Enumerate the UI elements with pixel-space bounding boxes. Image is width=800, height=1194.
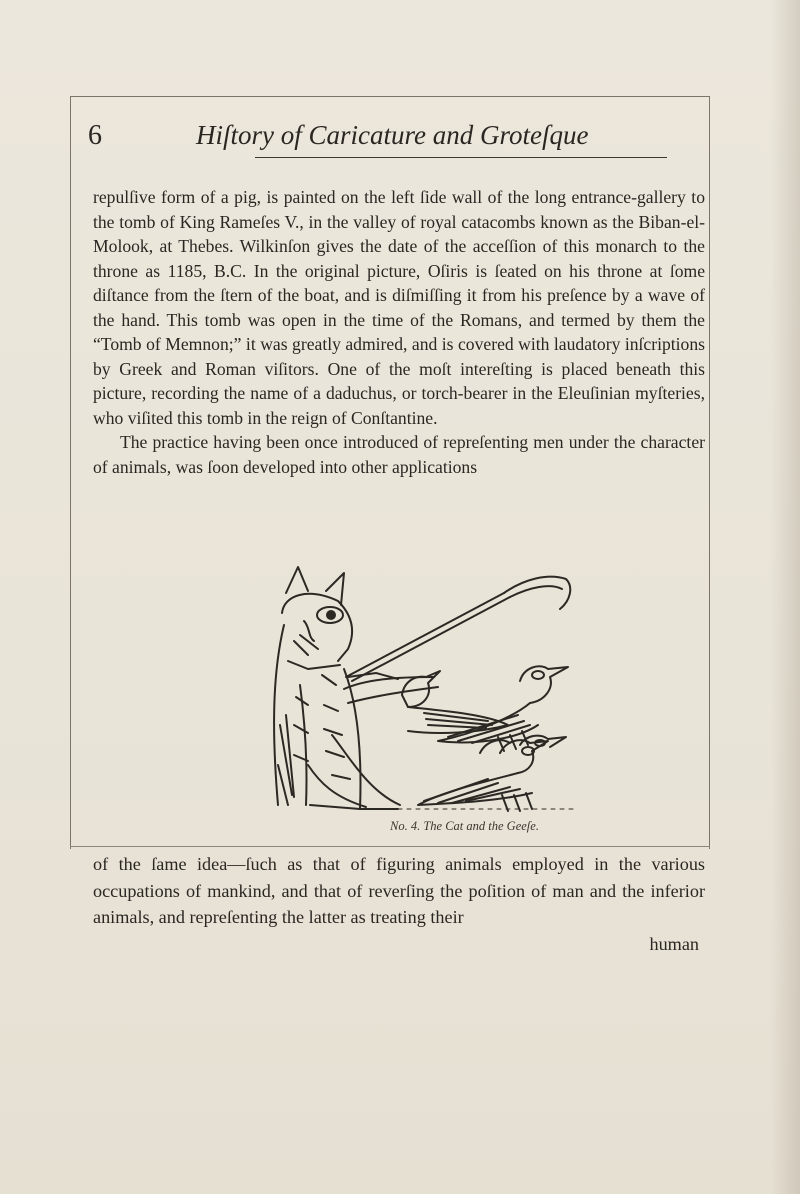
paragraph-3: of the ſame idea—ſuch as that of figuring animals employed in the various occupations of mankind, and that of reverſing the poſition of man and the inferior animals, and repreſenting the latter as treating their — [93, 854, 705, 927]
catchword: human — [649, 933, 699, 954]
cat-and-geese-engraving — [248, 565, 583, 820]
page-frame-bottom — [70, 846, 710, 850]
text-block-lower — [93, 851, 705, 957]
figure-title: The Cat and the Geeſe. — [423, 819, 539, 833]
paragraph-1: repulſive form of a pig, is painted on the left ſide wall of the long entrance-gallery to the tomb of King Rameſes V., in the valley of royal catacombs known as the Biban-el-Molook, at Thebes. Wilkinſon gives the date of the acceſſion of this monarch to the throne as 1185, B.C. In the original picture, Oſiris is ſeated on his throne at ſome diſtance from the ſtern of the boat, and is diſmiſſing it from his preſence by a wave of the hand. This tomb was open in the time of the Romans, and termed by them the “Tomb of Memnon;” it was greatly admired, and is covered with laudatory inſcriptions by Greek and Roman viſitors. One of the moſt intereſting is placed beneath this picture, recording the name of a daduchus, or torch-bearer in the Eleuſinian myſteries, who viſited this tomb in the reign of Conſtantine. — [93, 187, 705, 428]
page-edge-shadow — [770, 0, 800, 1194]
text-block-upper — [93, 185, 705, 479]
figure-number: No. 4. — [390, 819, 421, 833]
running-head-title: Hiſtory of Caricature and Groteſque — [196, 120, 589, 150]
page-number: 6 — [88, 120, 102, 151]
illustration-cat-and-geese — [248, 565, 583, 820]
figure-caption — [390, 818, 539, 834]
header-rule — [255, 157, 667, 158]
paragraph-2: The practice having been once introduced of repreſenting men under the character of animals, was ſoon developed into other applications — [93, 432, 705, 477]
